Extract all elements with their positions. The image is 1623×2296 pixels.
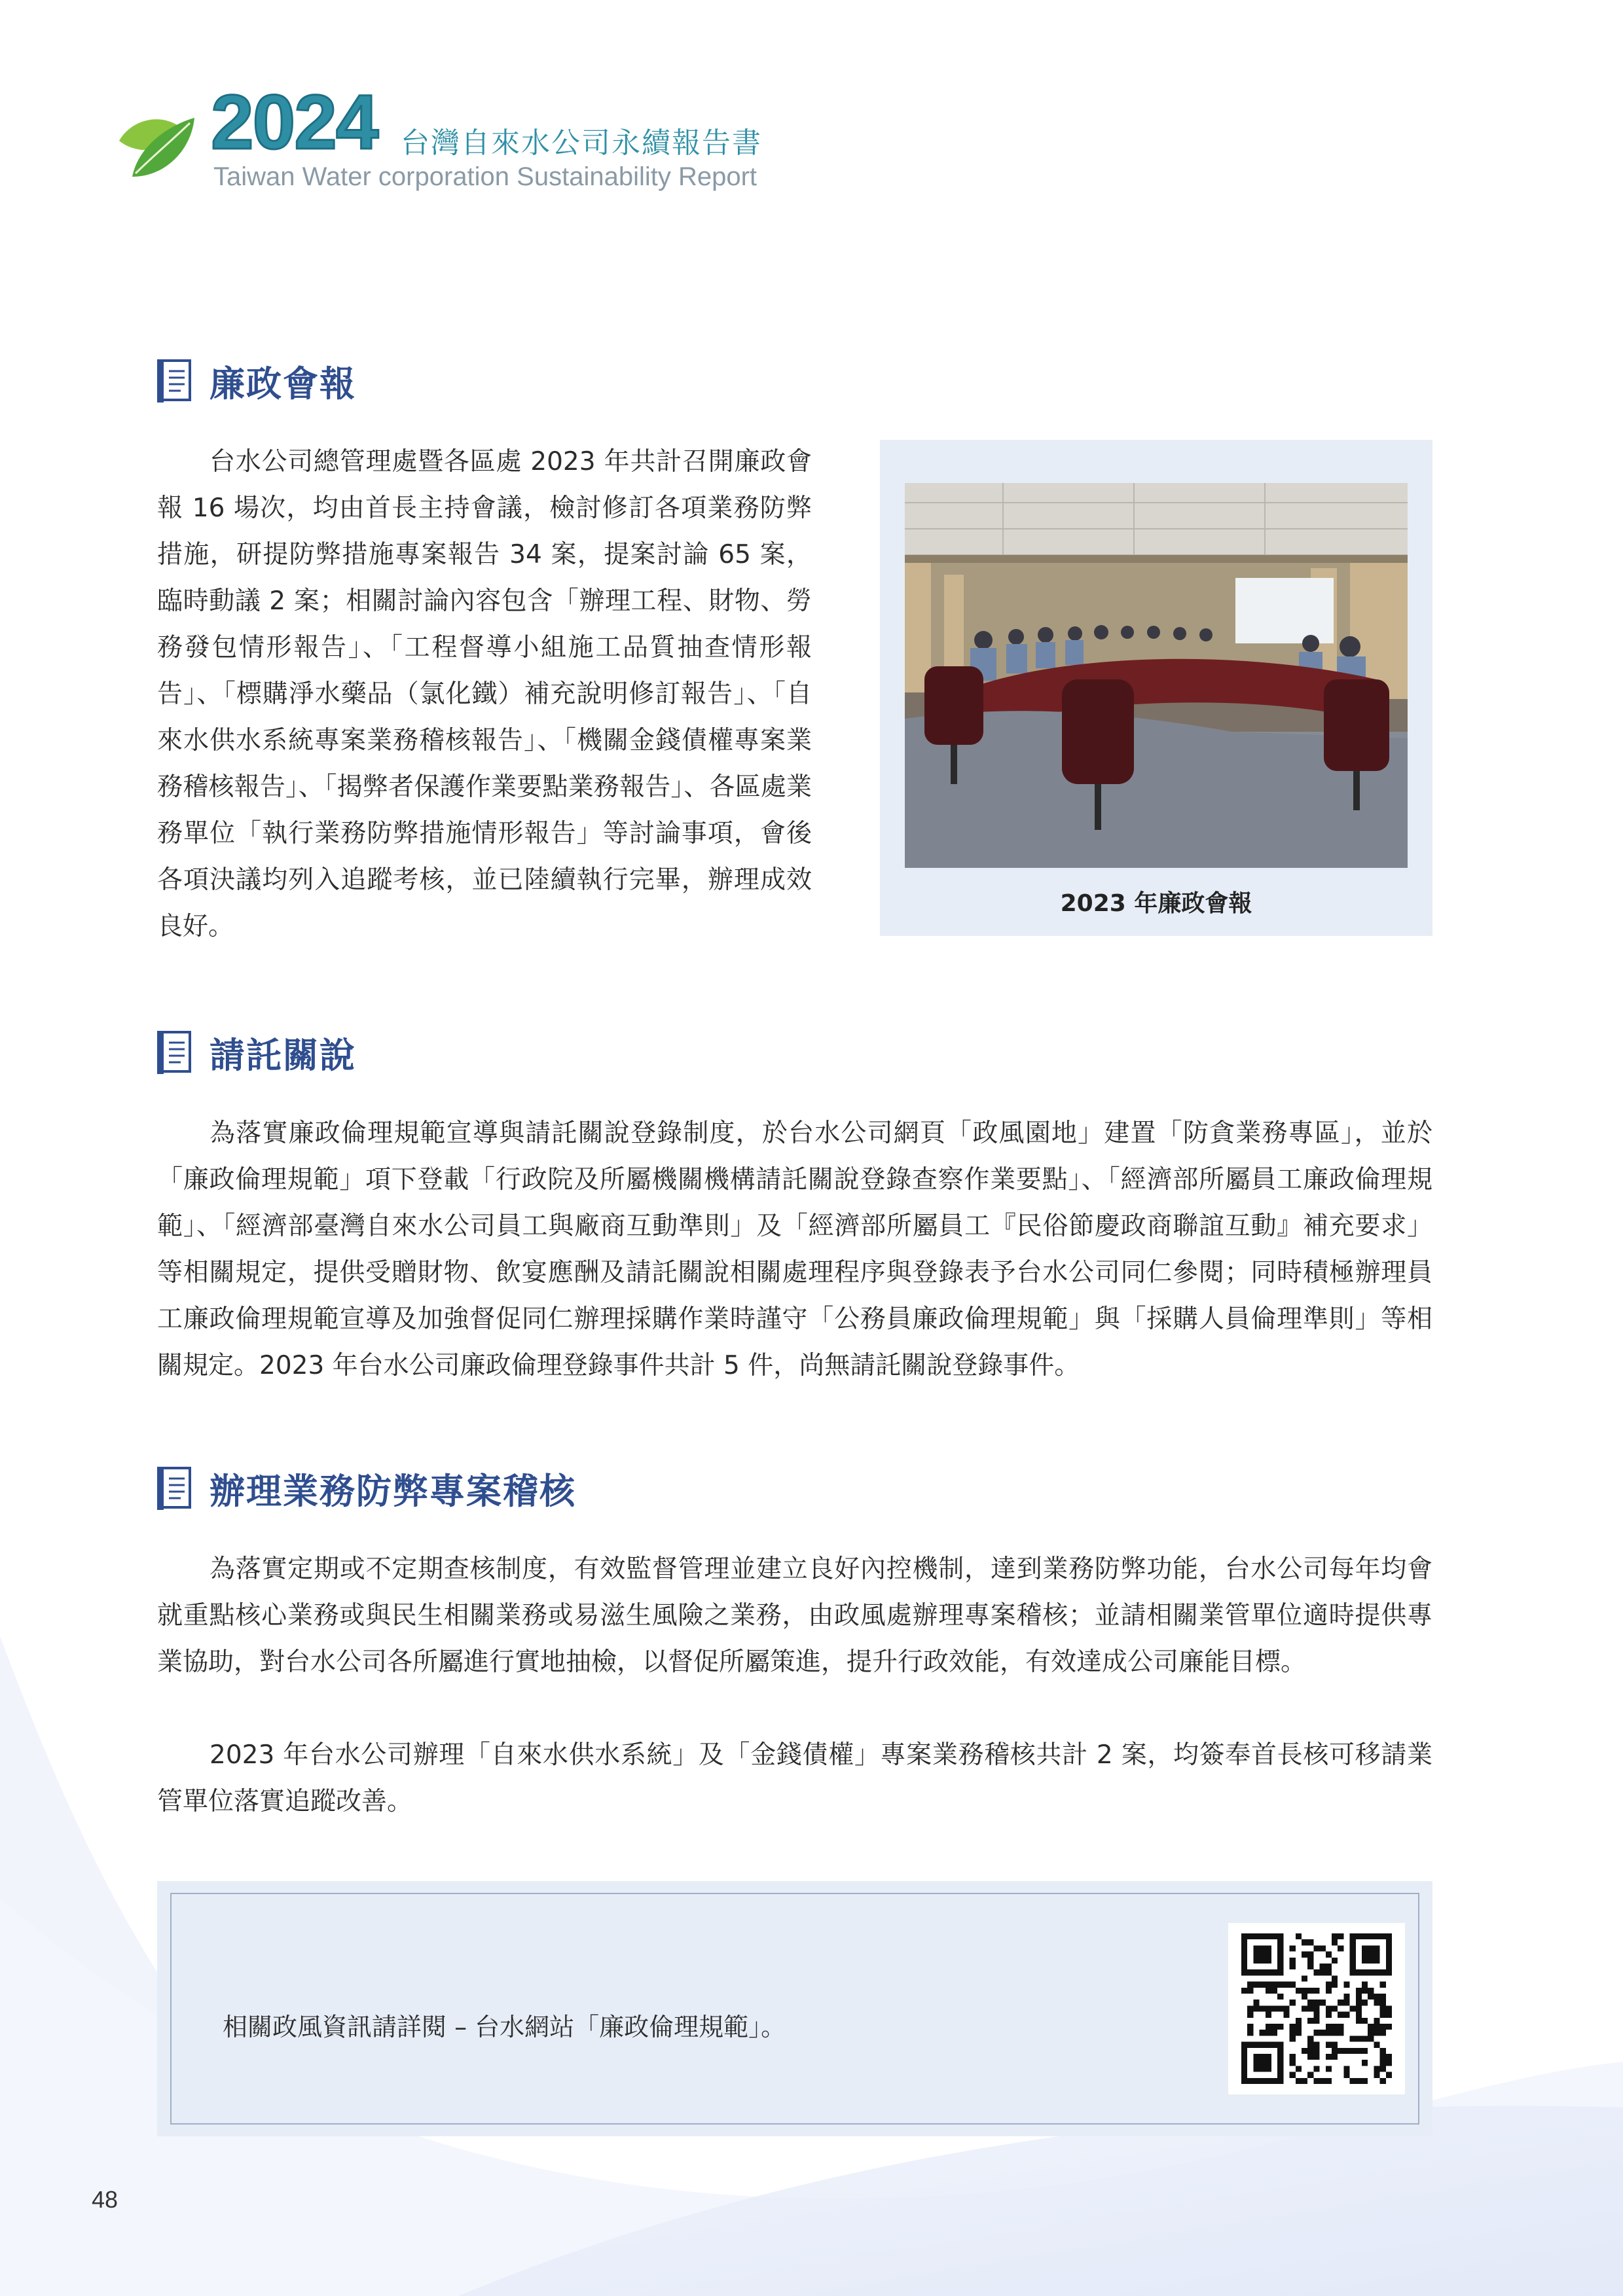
paragraph: 2023 年台水公司辦理「自來水供水系統」及「金錢債權」專案業務稽核共計 2 案，均簽奉首長核可移請業管單位落實追蹤改善。 bbox=[157, 1740, 1432, 1816]
meeting-photo bbox=[905, 483, 1408, 868]
section-body-integrity-meeting bbox=[157, 439, 812, 950]
section-heading-integrity-meeting bbox=[157, 356, 356, 406]
paragraph: 為落實廉政倫理規範宣導與請託關說登錄制度，於台水公司網頁「政風園地」建置「防貪業務專區」，並於「廉政倫理規範」項下登載「行政院及所屬機關機構請託關說登錄查察作業要點」、「經濟部所屬員工廉政倫理規範」、「經濟部臺灣自來水公司員工與廠商互動準則」及「經濟部所屬員工『民俗節慶政商聯誼互動』補充要求」等相關規定，提供受贈財物、飲宴應酬及請託關說相關處理程序與登錄表予台水公司同仁參閱；同時積極辦理員工廉政倫理規範宣導及加強督促同仁辦理採購作業時謹守「公務員廉政倫理規範」與「採購人員倫理準則」等相關規定。2023 年台水公司廉政倫理登錄事件共計 5 件，尚無請託關說登錄事件。 bbox=[157, 1119, 1432, 1380]
section-body-lobbying bbox=[157, 1110, 1432, 1389]
report-year: 2024 bbox=[211, 79, 378, 166]
info-text[interactable]: 相關政風資訊請詳閱 – 台水網站「廉政倫理規範」。 bbox=[223, 2013, 786, 2041]
qr-code-icon[interactable] bbox=[1228, 1923, 1405, 2094]
section-heading-anti-fraud-audit bbox=[157, 1463, 576, 1514]
photo-caption: 2023 年廉政會報 bbox=[1060, 890, 1252, 917]
photo-card bbox=[880, 440, 1432, 936]
section-title: 請託關說 bbox=[210, 1035, 356, 1076]
leaf-logo-icon bbox=[113, 105, 198, 183]
info-box-frame bbox=[170, 1893, 1419, 2125]
section-title: 辦理業務防弊專案稽核 bbox=[210, 1471, 576, 1512]
page-number: 48 bbox=[92, 2186, 119, 2213]
info-box bbox=[157, 1881, 1432, 2136]
section-title: 廉政會報 bbox=[210, 363, 356, 404]
document-icon bbox=[157, 359, 195, 404]
report-header bbox=[113, 79, 833, 196]
paragraph: 台水公司總管理處暨各區處 2023 年共計召開廉政會報 16 場次，均由首長主持會議，檢討修訂各項業務防弊措施，研提防弊措施專案報告 34 案，提案討論 65 案，臨時動議 2 案；相關討論內容包含「辦理工程、財物、勞務發包情形報告」、「工程督導小組施工品質抽查情形報告」、「標購淨水藥品（氯化鐵）補充說明修訂報告」、「自來水供水系統專案業務稽核報告」、「機關金錢債權專案業務稽核報告」、「揭弊者保護作業要點業務報告」、各區處業務單位「執行業務防弊措施情形報告」等討論事項，會後各項決議均列入追蹤考核，並已陸續執行完畢，辦理成效良好。 bbox=[157, 447, 812, 941]
section-body-anti-fraud-audit bbox=[157, 1546, 1432, 1825]
paragraph: 為落實定期或不定期查核制度，有效監督管理並建立良好內控機制，達到業務防弊功能，台水公司每年均會就重點核心業務或與民生相關業務或易滋生風險之業務，由政風處辦理專案稽核；並請相關業管單位適時提供專業協助，對台水公司各所屬進行實地抽檢，以督促所屬策進，提升行政效能，有效達成公司廉能目標。 bbox=[157, 1554, 1432, 1677]
section-heading-lobbying bbox=[157, 1028, 356, 1078]
report-title-chinese: 台灣自來水公司永續報告書 bbox=[401, 126, 762, 160]
document-icon bbox=[157, 1031, 195, 1075]
document-icon bbox=[157, 1467, 195, 1511]
report-title-english: Taiwan Water corporation Sustainability Report bbox=[213, 162, 757, 191]
